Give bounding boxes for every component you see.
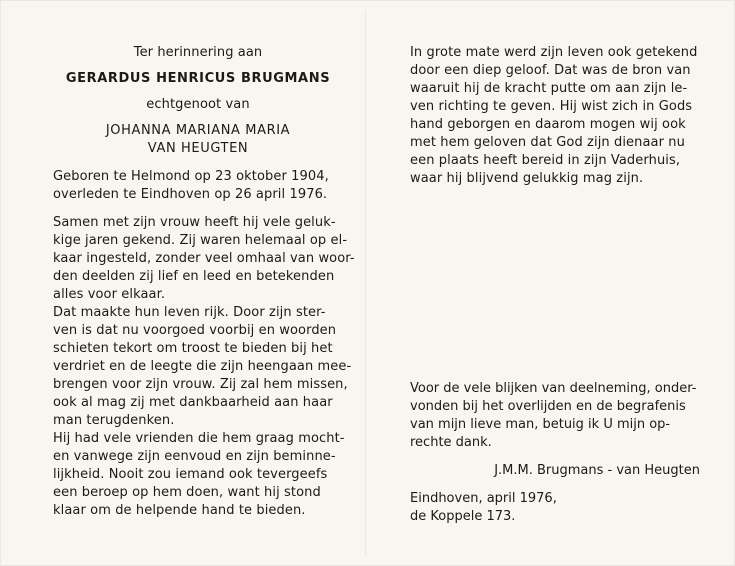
text-line: In grote mate werd zijn leven ook getekend	[410, 45, 698, 60]
text-line: met hem geloven dat God zijn dienaar nu	[410, 135, 685, 150]
left-panel	[53, 44, 355, 520]
text-line: schieten tekort om troost te bieden bij het	[53, 341, 333, 356]
text-line: verdriet en de leegte die zijn heengaan mee-	[53, 359, 352, 374]
text-line: hand geborgen en daarom mogen wij ook	[410, 117, 686, 132]
deceased-name: GERARDUS HENRICUS BRUGMANS	[65, 71, 331, 86]
text-line: waaruit hij de kracht putte om aan zijn le-	[410, 81, 688, 96]
text-line: Voor de vele blijken van deelneming, onder-	[410, 381, 697, 396]
text-line: Dat maakte hun leven rijk. Door zijn ster-	[53, 305, 326, 320]
text-line: ven richting te geven. Hij wist zich in Gods	[410, 99, 693, 114]
text-line: vonden bij het overlijden en de begrafenis	[410, 399, 686, 414]
right-panel-bottom	[410, 380, 700, 526]
text-line: alles voor elkaar.	[53, 287, 166, 302]
signature: J.M.M. Brugmans - van Heugten	[494, 463, 700, 478]
paragraph-friends	[53, 430, 343, 520]
text-line: rechte dank.	[410, 435, 492, 450]
text-line: van mijn lieve man, betuig ik U mijn op-	[410, 417, 671, 432]
text-line: en vanwege zijn eenvoud en zijn beminne-	[53, 449, 336, 464]
text-line: een beroep op hem doen, want hij stond	[53, 485, 321, 500]
relation-text: echtgenoot van	[146, 97, 250, 112]
text-line: een plaats heeft bereid in zijn Vaderhuis,	[410, 153, 681, 168]
text-line: klaar om de helpende hand te bieden.	[53, 503, 306, 518]
text-line: brengen voor zijn vrouw. Zij zal hem missen,	[53, 377, 348, 392]
text-line: lijkheid. Nooit zou iemand ook tevergeefs	[53, 467, 328, 482]
address: de Koppele 173.	[410, 509, 516, 524]
text-line: Samen met zijn vrouw heeft hij vele geluk-	[53, 215, 336, 230]
right-panel-top	[410, 44, 700, 188]
text-line: ook al mag zij met dankbaarheid aan haar	[53, 395, 333, 410]
card-fold	[365, 10, 366, 556]
place-date: Eindhoven, april 1976,	[410, 491, 557, 506]
text-line: ven is dat nu voorgoed voorbij en woorden	[53, 323, 337, 338]
text-line: waar hij blijvend gelukkig mag zijn.	[410, 171, 644, 186]
text-line: kaar ingesteld, zonder veel omhaal van woor-	[53, 251, 355, 266]
paragraph-marriage	[53, 214, 355, 304]
text-line: door een diep geloof. Dat was de bron van	[410, 63, 691, 78]
text-line: man terugdenken.	[53, 413, 175, 428]
text-line: kige jaren gekend. Zij waren helemaal op el-	[53, 233, 348, 248]
thanks-paragraph	[410, 380, 700, 452]
death-text: overleden te Eindhoven op 26 april 1976.	[53, 187, 328, 202]
birth-text: Geboren te Helmond op 23 oktober 1904,	[53, 169, 329, 184]
text-line: den deelden zij lief en leed en betekenden	[53, 269, 335, 284]
text-line: Hij had vele vrienden die hem graag mocht-	[53, 431, 345, 446]
spouse-name-line2: VAN HEUGTEN	[147, 141, 249, 156]
intro-text: Ter herinnering aan	[133, 45, 263, 60]
paragraph-loss	[53, 304, 352, 430]
spouse-name-line1: JOHANNA MARIANA MARIA	[105, 123, 291, 138]
